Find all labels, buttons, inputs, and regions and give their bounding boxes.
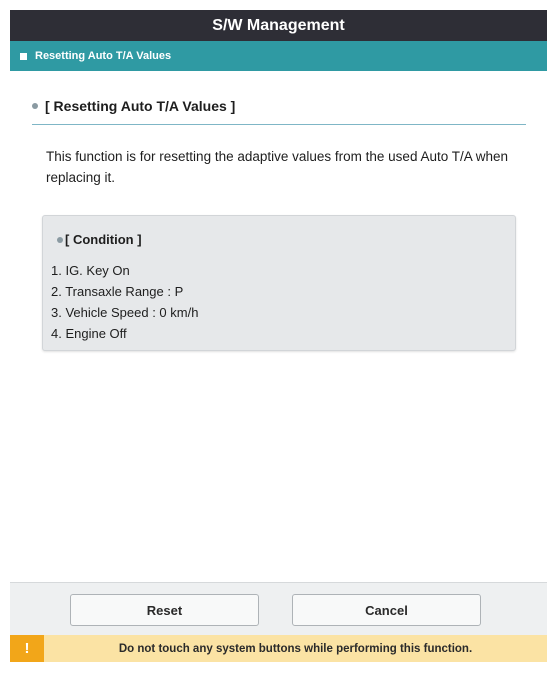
section-heading	[32, 98, 526, 125]
condition-list	[51, 260, 198, 344]
warning-icon: !	[10, 635, 44, 662]
square-bullet-icon	[20, 53, 27, 60]
condition-item: 4. Engine Off	[51, 326, 127, 341]
function-description: This function is for resetting the adaptive values from the used Auto T/A when replacing it.	[46, 149, 509, 185]
button-bar	[10, 582, 547, 636]
condition-item: 1. IG. Key On	[51, 263, 130, 278]
section-heading-text: [ Resetting Auto T/A Values ]	[45, 98, 236, 114]
reset-button[interactable]: Reset	[70, 594, 259, 626]
bullet-dot-icon	[32, 103, 38, 109]
warning-bar	[10, 635, 547, 662]
condition-item: 3. Vehicle Speed : 0 km/h	[51, 305, 199, 320]
warning-text: Do not touch any system buttons while performing this function.	[118, 642, 473, 655]
window-title: S/W Management	[10, 10, 547, 41]
bullet-dot-icon	[57, 237, 63, 243]
condition-title-text: [ Condition ]	[65, 232, 142, 247]
cancel-button[interactable]: Cancel	[292, 594, 481, 626]
condition-title	[57, 232, 142, 247]
condition-box	[42, 215, 516, 351]
condition-item: 2. Transaxle Range : P	[51, 284, 184, 299]
subheader-label: Resetting Auto T/A Values	[35, 50, 172, 62]
subheader	[10, 41, 547, 71]
